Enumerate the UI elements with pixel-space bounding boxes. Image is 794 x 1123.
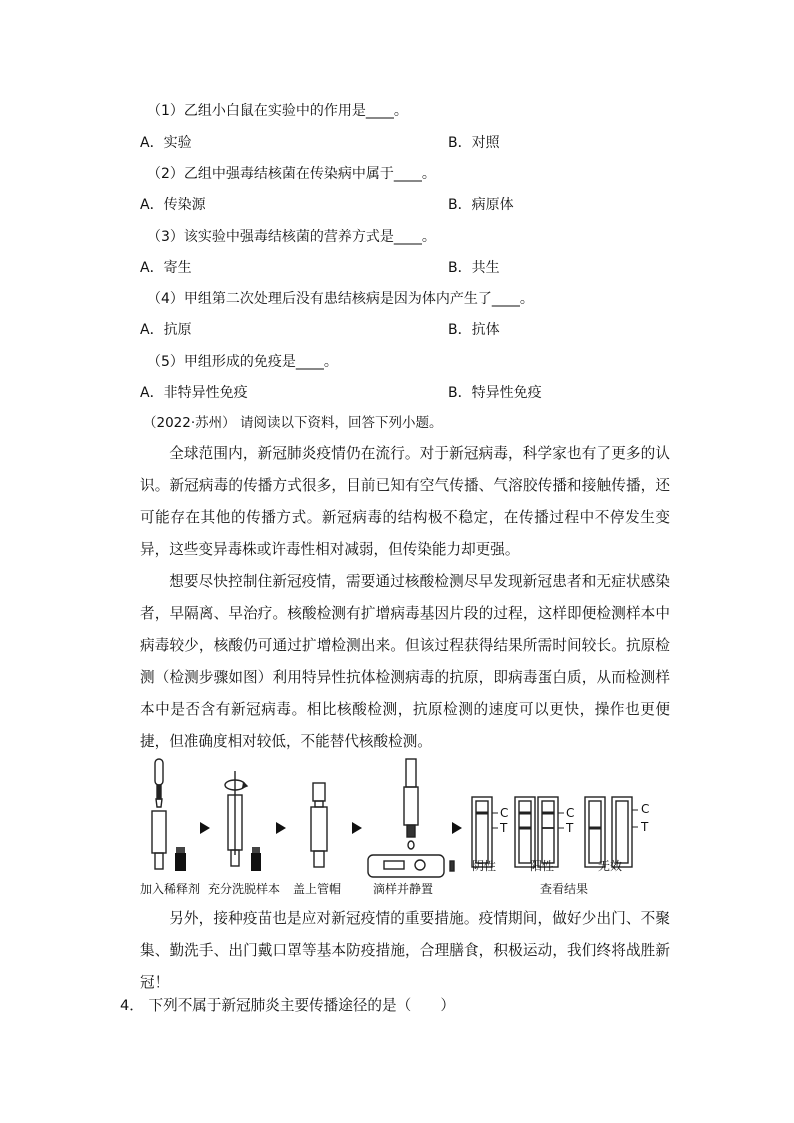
- passage-paragraph-3: [140, 903, 670, 999]
- option-b: B．抗体: [448, 322, 500, 338]
- figure-drawing: [130, 755, 670, 900]
- step-label-3: 盖上管帽: [293, 882, 342, 896]
- line-c-label: C: [500, 806, 509, 820]
- question-stem: （1）乙组小白鼠在实验中的作用是____。: [147, 103, 408, 119]
- step-label-2: 充分洗脱样本: [208, 882, 281, 896]
- option-a: A．抗原: [140, 322, 192, 338]
- question-stem: （2）乙组中强毒结核菌在传染病中属于____。: [147, 166, 436, 182]
- question-stem: （4）甲组第二次处理后没有患结核病是因为体内产生了____。: [147, 291, 534, 307]
- line-t-label: T: [500, 821, 508, 835]
- line-c-label: C: [641, 802, 650, 816]
- step-label-4: 滴样并静置: [373, 882, 434, 896]
- option-b: B．共生: [448, 260, 500, 276]
- option-a: A．寄生: [140, 260, 192, 276]
- line-t-label: T: [641, 820, 649, 834]
- paragraph-text: 想要尽快控制住新冠疫情，需要通过核酸检测尽早发现新冠患者和无症状感染者，早隔离、早治疗。核酸检测有扩增病毒基因片段的过程，这样即便检测样本中病毒较少，核酸仍可通过扩增检测出来。但该过程获得结果所需时间较长。抗原检测（检测步骤如图）利用特异性抗体检测病毒的抗原，即病毒蛋白质，从而检测样本中是否含有新冠病毒。相比核酸检测，抗原检测的速度可以更快，操作也更便捷，但准确度相对较低，不能替代核酸检测。: [140, 573, 670, 750]
- step-label-1: 加入稀释剂: [140, 882, 201, 896]
- reagent-bottle-icon: [175, 847, 186, 871]
- option-b: B．病原体: [448, 197, 514, 213]
- paragraph-text: 全球范围内，新冠肺炎疫情仍在流行。对于新冠病毒，科学家也有了更多的认识。新冠病毒的传播方式很多，目前已知有空气传播、气溶胶传播和接触传播，还可能存在其他的传播方式。新冠病毒的结构极不稳定，在传播过程中不停发生变异，这些变异毒株或许毒性相对减弱，但传染能力却更强。: [140, 445, 670, 558]
- option-b: B．特异性免疫: [448, 385, 542, 401]
- line-t-label: T: [566, 821, 574, 835]
- result-label-positive: 阳性: [530, 859, 555, 873]
- drip-cassette-icon: [368, 759, 454, 877]
- result-label-invalid: 无效: [598, 859, 623, 873]
- reagent-bottle-icon: [251, 847, 261, 871]
- paragraph-text: 另外，接种疫苗也是应对新冠疫情的重要措施。疫情期间，做好少出门、不聚集、勤洗手、出门戴口罩等基本防疫措施，合理膳食，积极运动，我们终将战胜新冠！: [140, 910, 670, 991]
- arrow-icon: [352, 822, 362, 834]
- line-c-label: C: [566, 806, 575, 820]
- passage-intro: （2022·苏州） 请阅读以下资料，回答下列小题。: [143, 415, 443, 431]
- option-a: A．传染源: [140, 197, 206, 213]
- swab-tube-icon: [225, 771, 247, 866]
- arrow-icon: [200, 822, 210, 834]
- arrow-icon: [452, 822, 462, 834]
- option-a: A．实验: [140, 135, 192, 151]
- result-label-negative: 阴性: [472, 859, 497, 873]
- arrow-icon: [276, 822, 286, 834]
- step-label-5: 查看结果: [540, 882, 589, 896]
- question-stem: （5）甲组形成的免疫是____。: [147, 354, 338, 370]
- option-a: A．非特异性免疫: [140, 385, 248, 401]
- passage-paragraph-1: [140, 438, 670, 566]
- passage-paragraph-2: [140, 566, 670, 758]
- antigen-test-figure: [130, 755, 670, 900]
- question-4-stem: 4． 下列不属于新冠肺炎主要传播途径的是（ ）: [120, 997, 455, 1014]
- option-b: B．对照: [448, 135, 500, 151]
- capped-tube-icon: [311, 783, 327, 867]
- dropper-icon: [152, 759, 166, 869]
- question-stem: （3）该实验中强毒结核菌的营养方式是____。: [147, 229, 436, 245]
